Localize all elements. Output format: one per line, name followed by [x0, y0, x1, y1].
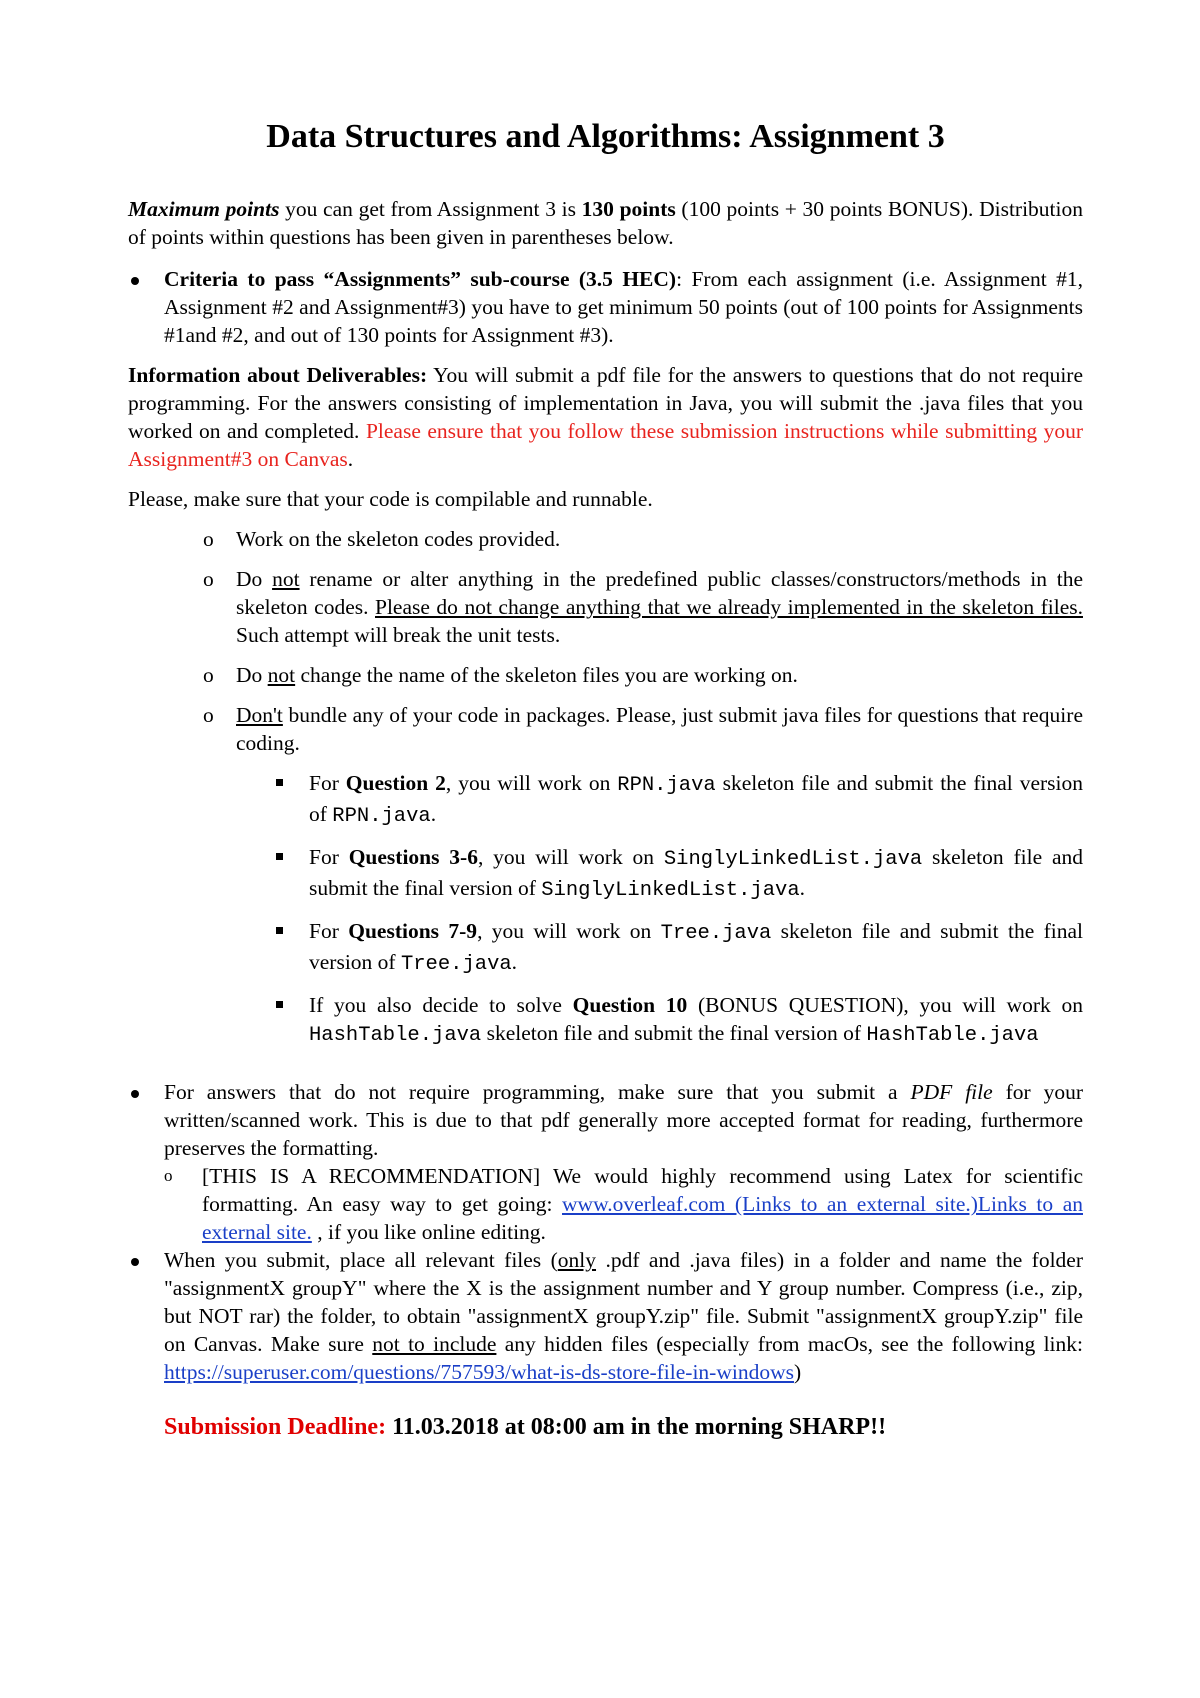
- square-bullet-icon: [276, 927, 283, 934]
- submission-deadline: Submission Deadline: 11.03.2018 at 08:00 am in the morning SHARP!!: [164, 1414, 887, 1441]
- square-bullet-icon: [276, 779, 283, 786]
- bullet-icon: [131, 1090, 139, 1098]
- overleaf-link[interactable]: www.overleaf.com (Links to an external site.)Links to an external site.: [202, 1192, 1083, 1245]
- intro-paragraph: Maximum points you can get from Assignment 3 is 130 points (100 points + 30 points BONUS). Distribution of points within questions has been given in parentheses below.: [128, 197, 1083, 250]
- instruction-list: [128, 525, 1083, 757]
- submit-bullet: When you submit, place all relevant files (only .pdf and .java files) in a folder and name the folder "assignmentX groupY" where the X is the assignment number and Y group number. Compress (i.e., zip, but NOT rar) the folder, to obtain "assignmentX groupY.zip" file. Submit "assignmentX groupY.zip" file on Canvas. Make sure not to include any hidden files (especially from macOs, see the following link: https://superuser.com/questions/757593/what-is-ds-store-file-in-windows): [128, 1246, 1083, 1386]
- criteria-bullet: Criteria to pass “Assignments” sub-course (3.5 HEC): From each assignment (i.e. Assignment #1, Assignment #2 and Assignment#3) you have to get minimum 50 points (out of 100 points for Assignments #1and #2, and out of 130 points for Assignment #3).: [128, 265, 1083, 349]
- bullet-icon: [131, 277, 139, 285]
- file-list: [128, 769, 1083, 1050]
- bullet-icon: [131, 1258, 139, 1266]
- document-title: Data Structures and Algorithms: Assignment 3: [266, 118, 945, 155]
- max-points-label: Maximum points: [128, 197, 280, 222]
- pdf-bullet: For answers that do not require programming, make sure that you submit a PDF file for your written/scanned work. This is due to that pdf generally more accepted format for reading, furthermore preserves the formatting.: [128, 1078, 1083, 1162]
- list-item: o Don't bundle any of your code in packages. Please, just submit java files for questions that require coding.: [203, 703, 1083, 756]
- list-item: For Questions 7-9, you will work on Tree.java skeleton file and submit the final version of Tree.java.: [128, 917, 1083, 979]
- list-item: o Do not rename or alter anything in the predefined public classes/constructors/methods in the skeleton codes. Please do not change anything that we already implemented in the skeleton files. Such attempt will break the unit tests.: [203, 567, 1083, 648]
- total-points: 130 points: [581, 197, 676, 222]
- square-bullet-icon: [276, 1001, 283, 1008]
- compile-note: Please, make sure that your code is compilable and runnable.: [128, 487, 653, 512]
- latex-recommendation: o [THIS IS A RECOMMENDATION] We would highly recommend using Latex for scientific formatting. An easy way to get going: www.overleaf.com (Links to an external site.)Links to an external site. , if you like online editing.: [164, 1164, 1083, 1245]
- list-item: For Questions 3-6, you will work on SinglyLinkedList.java skeleton file and submit the final version of SinglyLinkedList.java.: [128, 843, 1083, 905]
- list-item: If you also decide to solve Question 10 (BONUS QUESTION), you will work on HashTable.java skeleton file and submit the final version of HashTable.java: [128, 991, 1083, 1050]
- square-bullet-icon: [276, 853, 283, 860]
- deliverables-paragraph: Information about Deliverables: You will submit a pdf file for the answers to questions that do not require programming. For the answers consisting of implementation in Java, you will submit the .java files that you worked on and completed. Please ensure that you follow these submission instructions while submitting your Assignment#3 on Canvas.: [128, 363, 1084, 472]
- superuser-link[interactable]: https://superuser.com/questions/757593/what-is-ds-store-file-in-windows: [164, 1360, 794, 1385]
- list-item: For Question 2, you will work on RPN.java skeleton file and submit the final version of RPN.java.: [128, 769, 1083, 831]
- list-item: o Do not change the name of the skeleton files you are working on.: [203, 663, 798, 688]
- list-item: o Work on the skeleton codes provided.: [203, 527, 561, 552]
